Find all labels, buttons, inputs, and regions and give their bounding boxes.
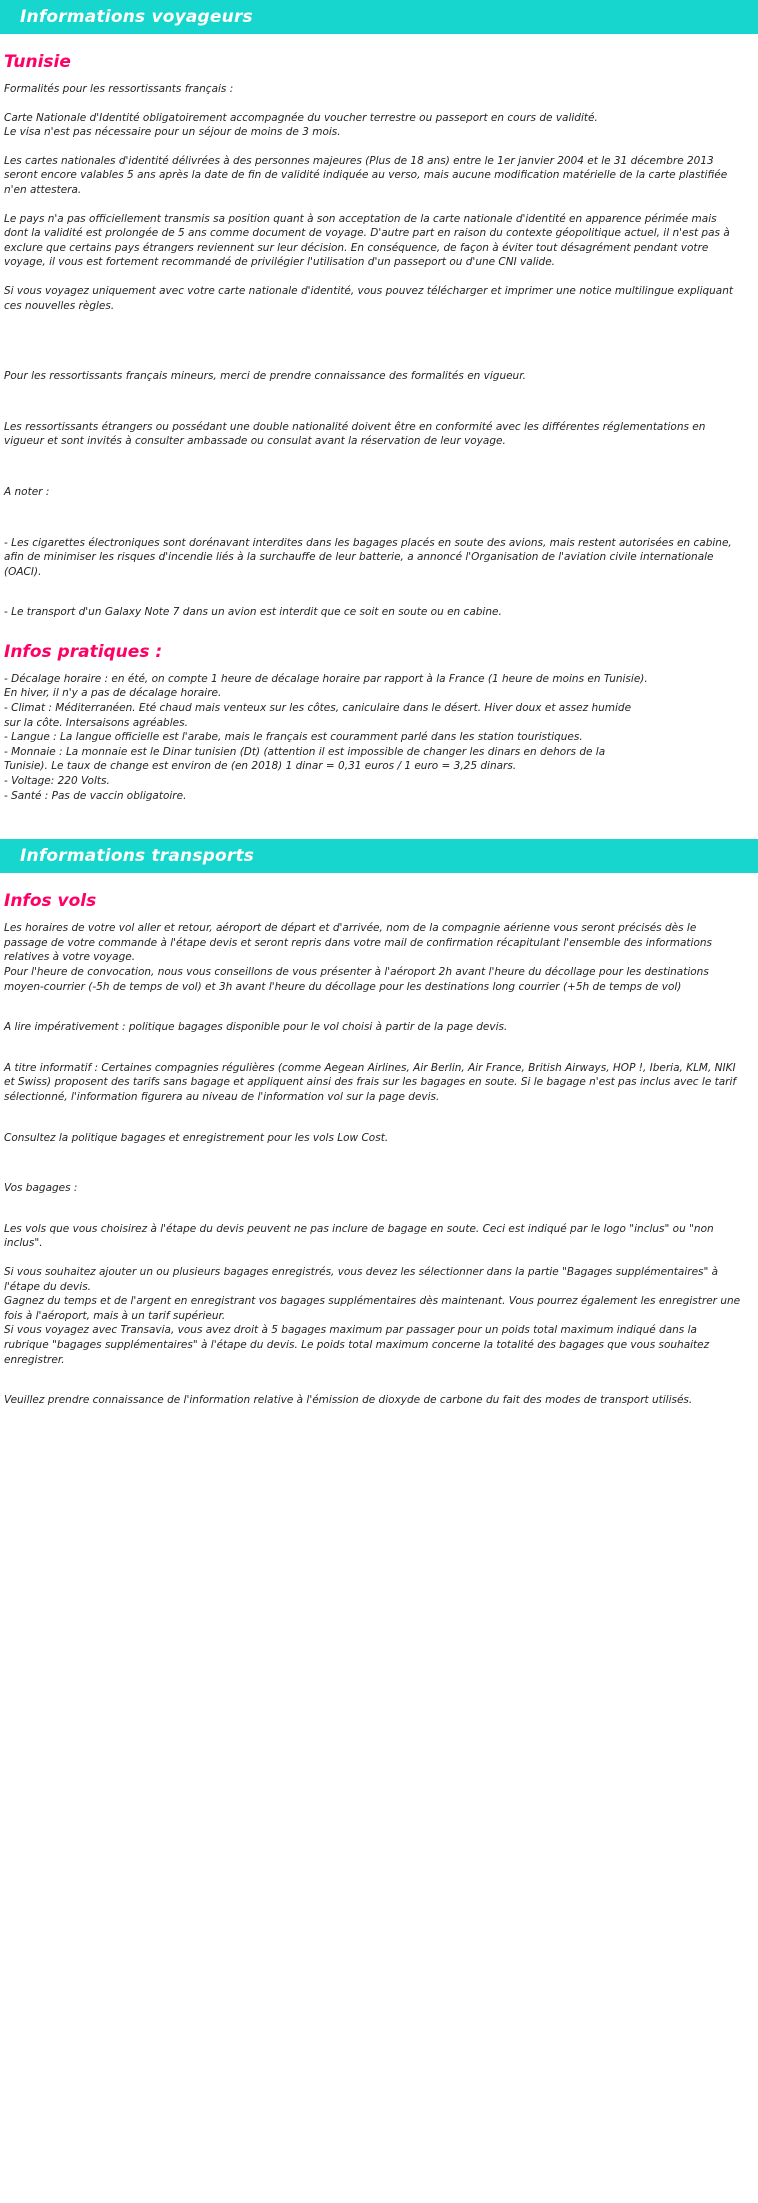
infos-pratiques-list bbox=[4, 672, 750, 803]
lowcost-baggage-paragraph: Consultez la politique bagages et enregistrement pour les vols Low Cost. bbox=[4, 1131, 389, 1144]
airlines-baggage-fees-paragraph: A titre informatif : Certaines compagnies régulières (comme Aegean Airlines, Air Berlin, Air France, British Airways, HOP !, Iberia, KLM, NIKI et Swiss) proposent des tarifs sans bagage et appliquent ainsi des frais sur les bagages en soute. Si le bagage n'est pas inclus avec le tarif sélectionné, l'information figurera au niveau de l'information vol sur la page devis. bbox=[4, 1061, 737, 1103]
infos-vols-title: Infos vols bbox=[4, 891, 97, 912]
spacer-before-lowcost bbox=[2, 1119, 750, 1131]
infos-pratiques-line: En hiver, il n'y a pas de décalage horaire. bbox=[4, 687, 222, 700]
infos-pratiques-line: sur la côte. Intersaisons agréables. bbox=[4, 716, 188, 729]
spacer-before-baggage-policy bbox=[2, 1008, 750, 1020]
infos-pratiques-line: Tunisie). Le taux de change est environ de (en 2018) 1 dinar = 0,31 euros / 1 euro = 3,25 dinars. bbox=[4, 760, 517, 773]
infos-pratiques-line: - Décalage horaire : en été, on compte 1 heure de décalage horaire par rapport à la France (1 heure de moins en Tunisie). bbox=[4, 672, 648, 685]
infos-pratiques-title: Infos pratiques : bbox=[4, 641, 163, 662]
banner-transports-title: Informations transports bbox=[20, 846, 255, 867]
infos-pratiques-line: - Climat : Méditerranéen. Eté chaud mais venteux sur les côtes, caniculaire dans le désert. Hiver doux et assez humide bbox=[4, 702, 632, 715]
note-ecigarettes: - Les cigarettes électroniques sont dorénavant interdites dans les bagages placés en soute des avions, mais restent autorisées en cabine, afin de minimiser les risques d'incendie liés à la surchauffe de leur batterie, a annoncé l'Organisation de l'aviation civile internationale (OACI). bbox=[4, 536, 732, 578]
banner-transports-info bbox=[0, 839, 758, 873]
baggage-policy-paragraph: A lire impérativement : politique bagages disponible pour le vol choisi à partir de la page devis. bbox=[4, 1021, 508, 1034]
note-galaxy-note7: - Le transport d'un Galaxy Note 7 dans un avion est interdit que ce soit en soute ou en cabine. bbox=[4, 606, 502, 619]
travelers-section bbox=[0, 52, 758, 803]
spacer-between-notes bbox=[2, 593, 750, 605]
foreign-nationals-paragraph: Les ressortissants étrangers ou possédant une double nationalité doivent être en conformité avec les différentes réglementations en vigueur et sont invités à consulter ambassade ou consulat avant la réservation de leur voyage. bbox=[4, 420, 706, 448]
your-baggage-label: Vos bagages : bbox=[4, 1182, 78, 1195]
baggage-included-paragraph: Les vols que vous choisirez à l'étape du devis peuvent ne pas inclure de bagage en soute. Ceci est indiqué par le logo "inclus" ou "non inclus". bbox=[4, 1222, 714, 1250]
co2-information-paragraph: Veuillez prendre connaissance de l'information relative à l'émission de dioxyde de carbone du fait des modes de transport utilisés. bbox=[4, 1394, 693, 1407]
spacer-after-cni bbox=[2, 327, 750, 369]
spacer-after-note-label bbox=[2, 514, 750, 536]
identity-docs-line-1: Carte Nationale d'Identité obligatoirement accompagnée du voucher terrestre ou passeport en cours de validité. bbox=[4, 111, 598, 124]
transports-section bbox=[0, 891, 758, 1407]
identity-docs-block bbox=[4, 111, 750, 140]
banner-travelers-info bbox=[0, 0, 758, 34]
spacer-before-your-baggage bbox=[2, 1159, 750, 1181]
cni-notice-paragraph: Si vous voyagez uniquement avec votre carte nationale d'identité, vous pouvez télécharger et imprimer une notice multilingue expliquant ces nouvelles règles. bbox=[4, 284, 734, 312]
spacer-after-foreigners bbox=[2, 463, 750, 485]
spacer-after-minors bbox=[2, 398, 750, 420]
spacer-after-your-baggage-label bbox=[2, 1210, 750, 1222]
infos-pratiques-line: - Langue : La langue officielle est l'arabe, mais le français est couramment parlé dans les station touristiques. bbox=[4, 731, 583, 744]
spacer-before-airlines-info bbox=[2, 1049, 750, 1061]
minors-paragraph: Pour les ressortissants français mineurs, merci de prendre connaissance des formalités en vigueur. bbox=[4, 370, 526, 383]
spacer-before-co2 bbox=[2, 1381, 750, 1393]
formalities-intro: Formalités pour les ressortissants français : bbox=[4, 83, 234, 95]
checkin-time-paragraph: Pour l'heure de convocation, nous vous conseillons de vous présenter à l'aéroport 2h avant l'heure du décollage pour les destinations moyen-courrier (-5h de temps de vol) et 3h avant l'heure du décollage pour les destinations long courrier (+5h de temps de vol) bbox=[4, 966, 709, 993]
note-label: A noter : bbox=[4, 485, 50, 498]
cni-validity-paragraph: Les cartes nationales d'identité délivrées à des personnes majeures (Plus de 18 ans) entre le 1er janvier 2004 et le 31 décembre 2013 seront encore valables 5 ans après la date de fin de validité indiquée au verso, mais aucune modification matérielle de la carte plastifiée n'en attestera. bbox=[4, 154, 728, 196]
infos-pratiques-line: - Monnaie : La monnaie est le Dinar tunisien (Dt) (attention il est impossible de changer les dinars en dehors de la bbox=[4, 745, 606, 758]
infos-pratiques-line: - Santé : Pas de vaccin obligatoire. bbox=[4, 789, 187, 802]
flight-schedule-paragraph: Les horaires de votre vol aller et retour, aéroport de départ et d'arrivée, nom de la compagnie aérienne vous seront précisés dès le passage de votre commande à l'étape devis et seront repris dans votre mail de confirmation récapitulant l'ensemble des informations relatives à votre voyage. bbox=[4, 922, 713, 964]
extra-baggage-savings-paragraph: Gagnez du temps et de l'argent en enregistrant vos bagages supplémentaires dès maintenant. Vous pourrez également les enregistrer une fois à l'aéroport, mais à un tarif supérieur. bbox=[4, 1295, 741, 1322]
extra-baggage-selection-paragraph: Si vous souhaitez ajouter un ou plusieurs bagages enregistrés, vous devez les sélectionner dans la partie "Bagages supplémentaires" à l'étape du devis. bbox=[4, 1265, 719, 1293]
banner-travelers-title: Informations voyageurs bbox=[20, 7, 253, 27]
infos-pratiques-line: - Voltage: 220 Volts. bbox=[4, 775, 110, 788]
identity-docs-line-2: Le visa n'est pas nécessaire pour un séjour de moins de 3 mois. bbox=[4, 126, 341, 139]
destination-title: Tunisie bbox=[4, 52, 71, 72]
cni-country-position-paragraph: Le pays n'a pas officiellement transmis sa position quant à son acceptation de la carte nationale d'identité en apparence périmée mais dont la validité est prolongée de 5 ans comme document de voyage. D'autre part en raison du contexte géopolitique actuel, il n'est pas à exclure que certains pays étrangers reviennent sur leur décision. En conséquence, de façon à éviter tout désagrément pendant votre voyage, il vous est fortement recommandé de privilégier l'utilisation d'un passeport ou d'une CNI valide. bbox=[4, 212, 730, 269]
transavia-baggage-paragraph: Si vous voyagez avec Transavia, vous avez droit à 5 bagages maximum par passager pour un poids total maximum indiqué dans la rubrique "bagages supplémentaires" à l'étape du devis. Le poids total maximum concerne la totalité des bagages que vous souhaitez enregistrer. bbox=[4, 1324, 710, 1366]
